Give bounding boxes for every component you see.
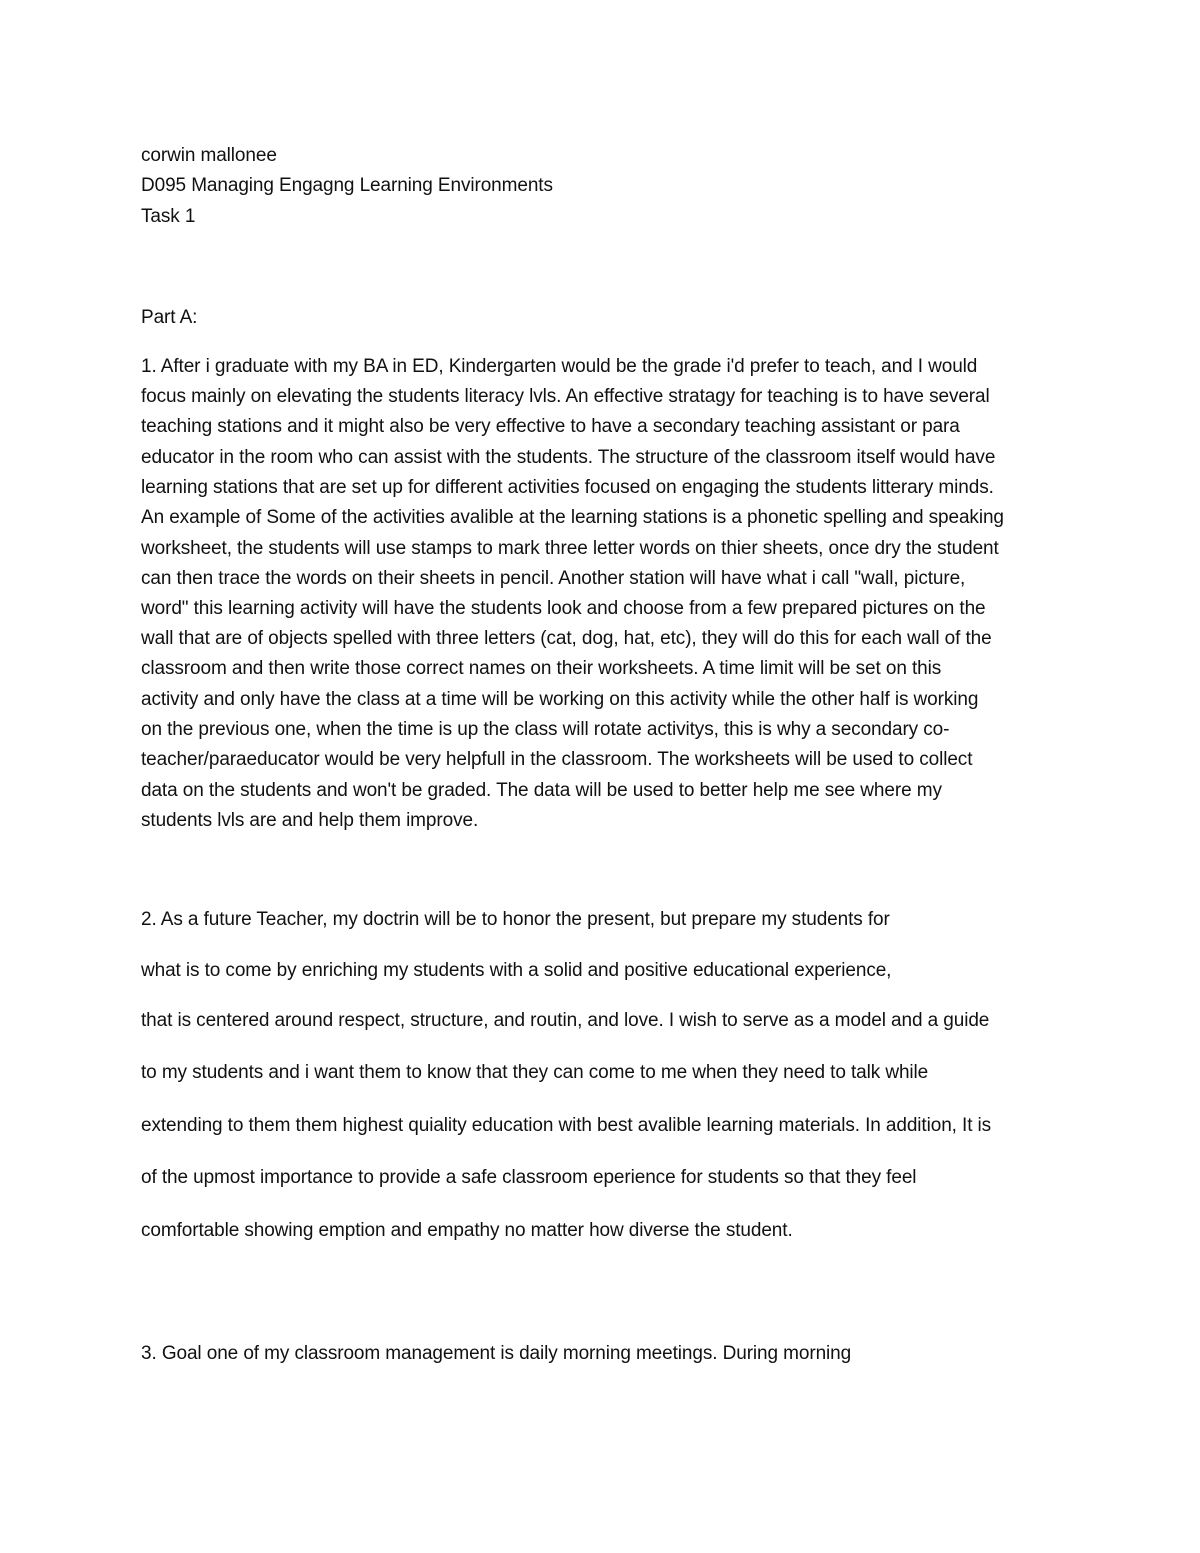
paragraph-line: focus mainly on elevating the students literacy lvls. An effective stratagy for teaching is to have several <box>141 386 990 407</box>
paragraph-line: extending to them them highest quiality education with best avalible learning materials. In addition, It is <box>141 1115 992 1136</box>
paragraph-line: classroom and then write those correct names on their worksheets. A time limit will be set on this <box>141 658 942 679</box>
paragraph-line: that is centered around respect, structure, and routin, and love. I wish to serve as a model and a guide <box>141 1010 990 1031</box>
paragraph-line: educator in the room who can assist with the students. The structure of the classroom itself would have <box>141 447 996 468</box>
paragraph-line: 3. Goal one of my classroom management is daily morning meetings. During morning <box>141 1343 852 1364</box>
paragraph-line: to my students and i want them to know that they can come to me when they need to talk while <box>141 1062 929 1083</box>
paragraph-line: students lvls are and help them improve. <box>141 810 479 831</box>
paragraph-line: An example of Some of the activities avalible at the learning stations is a phonetic spelling and speaking <box>141 507 1004 528</box>
paragraph-line: what is to come by enriching my students with a solid and positive educational experience, <box>141 960 892 981</box>
paragraph-line: data on the students and won't be graded. The data will be used to better help me see where my <box>141 780 942 801</box>
paragraph-line: word" this learning activity will have the students look and choose from a few prepared pictures on the <box>141 598 986 619</box>
paragraph-line: 2. As a future Teacher, my doctrin will be to honor the present, but prepare my students for <box>141 909 890 930</box>
paragraph-line: teaching stations and it might also be very effective to have a secondary teaching assistant or para <box>141 416 960 437</box>
paragraph-line: 1. After i graduate with my BA in ED, Kindergarten would be the grade i'd prefer to teach, and I would <box>141 356 978 377</box>
paragraph-line: of the upmost importance to provide a safe classroom eperience for students so that they feel <box>141 1167 917 1188</box>
paragraph-line: wall that are of objects spelled with three letters (cat, dog, hat, etc), they will do this for each wall of the <box>141 628 992 649</box>
paragraph-line: can then trace the words on their sheets in pencil. Another station will have what i call "wall, picture, <box>141 568 966 589</box>
paragraph-line: teacher/paraeducator would be very helpfull in the classroom. The worksheets will be used to collect <box>141 749 973 770</box>
paragraph-line: worksheet, the students will use stamps to mark three letter words on thier sheets, once dry the student <box>141 538 999 559</box>
paragraph-line: comfortable showing emption and empathy no matter how diverse the student. <box>141 1220 793 1241</box>
task-label: Task 1 <box>141 206 196 227</box>
author-name: corwin mallonee <box>141 145 277 166</box>
paragraph-line: on the previous one, when the time is up the class will rotate activitys, this is why a secondary co- <box>141 719 950 740</box>
paragraph-line: learning stations that are set up for different activities focused on engaging the students litterary minds. <box>141 477 994 498</box>
course-title: D095 Managing Engagng Learning Environments <box>141 175 553 196</box>
part-heading: Part A: <box>141 307 198 328</box>
paragraph-line: activity and only have the class at a time will be working on this activity while the other half is working <box>141 689 979 710</box>
